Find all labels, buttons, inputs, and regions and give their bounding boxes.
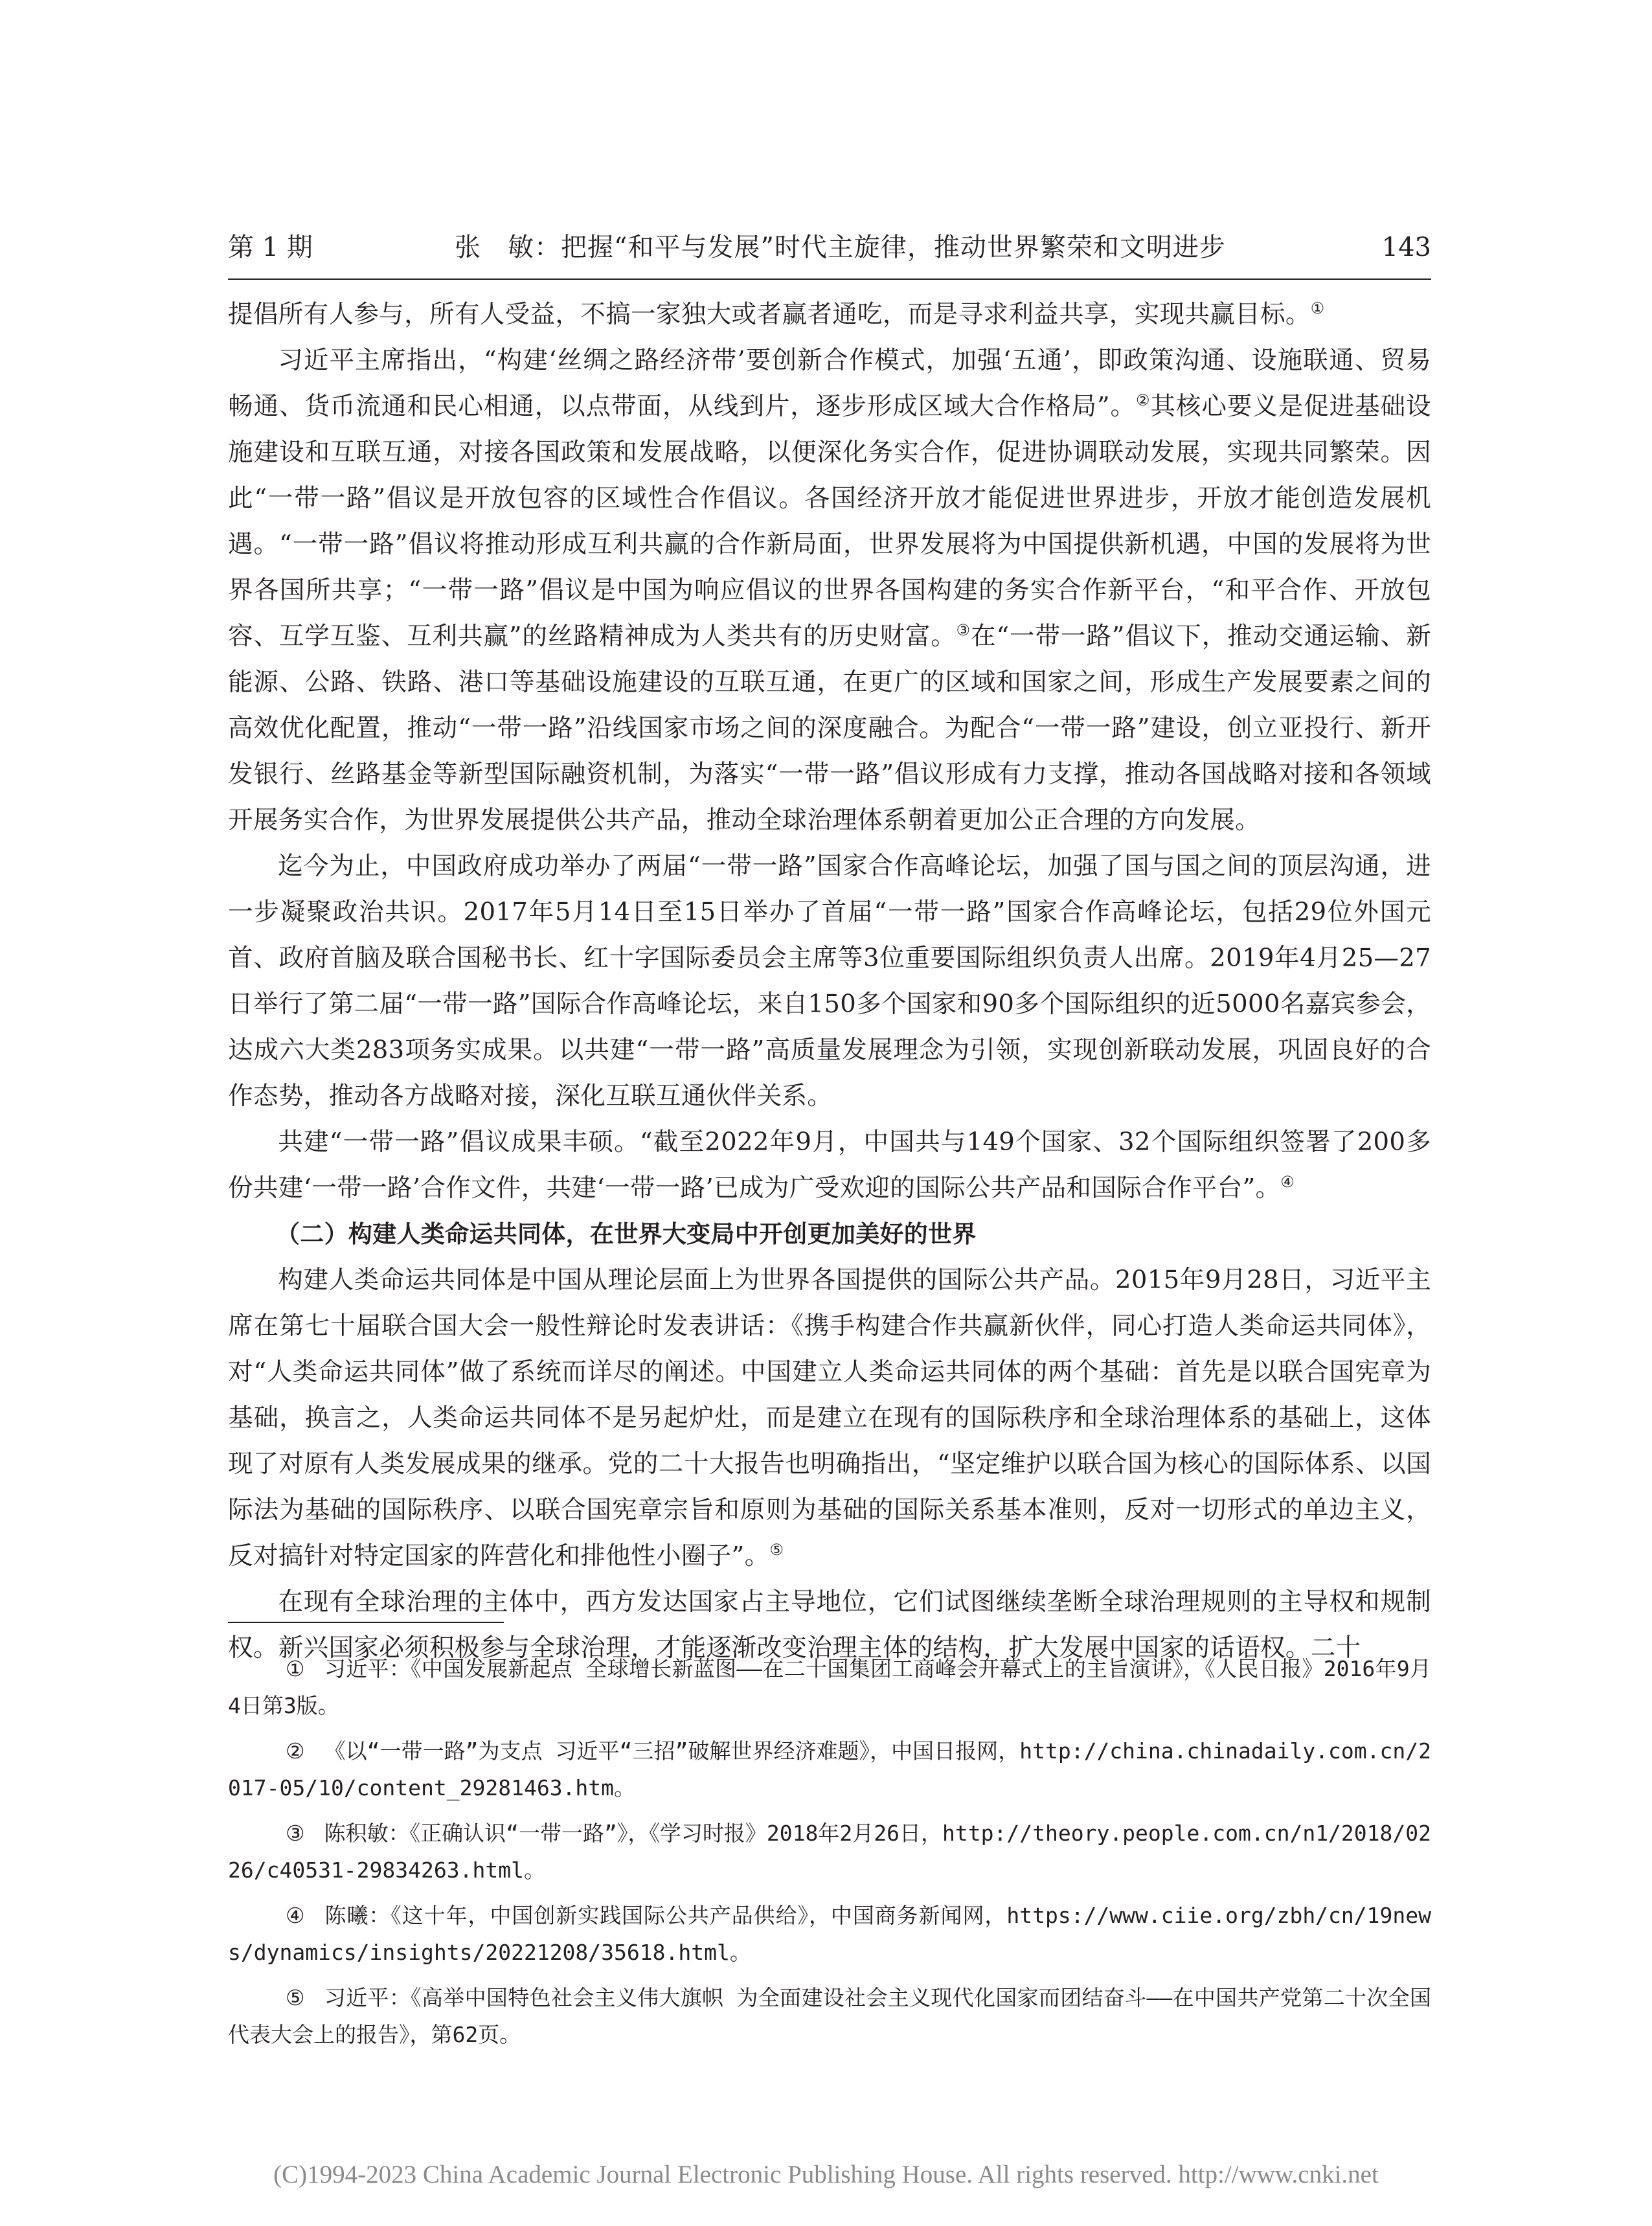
footnote-mark: ③ [286, 1821, 305, 1846]
footnote-ref[interactable]: ④ [1280, 1173, 1295, 1191]
footnote-text: 陈积敏：《正确认识“一带一路”》，《学习时报》2018年2月26日，http://theory.people.com.cn/n1/2018/0226/c40531-29834263.html。 [228, 1821, 1431, 1883]
section-subheading: （二）构建人类命运共同体，在世界大变局中开创更加美好的世界 [276, 1220, 977, 1248]
paragraph-text: 在现有全球治理的主体中，西方发达国家占主导地位，它们试图继续垄断全球治理规则的主导权和规制权。新兴国家必须积极参与全球治理，才能逐渐改变治理主体的结构，扩大发展中国家的话语权。二十 [228, 1587, 1431, 1663]
footnote-mark: ① [286, 1656, 305, 1681]
paragraph-text: 提倡所有人参与，所有人受益，不搞一家独大或者赢者通吃，而是寻求利益共享，实现共赢目标。 [228, 300, 1311, 329]
page-number: 143 [1381, 233, 1431, 262]
footnote [228, 1732, 1431, 1806]
footnote-text: 习近平：《中国发展新起点 全球增长新蓝图——在二十国集团工商峰会开幕式上的主旨演讲》，《人民日报》2016年9月4日第3版。 [228, 1656, 1431, 1718]
issue-number: 第 1 期 [228, 233, 313, 262]
running-header [228, 228, 1431, 267]
footnote [228, 1897, 1431, 1971]
footnote [228, 1979, 1431, 2053]
paragraph [228, 1257, 1431, 1579]
paragraph [228, 337, 1431, 843]
footnote [228, 1650, 1431, 1724]
paragraph-text: 习近平主席指出，“构建‘丝绸之路经济带’要创新合作模式，加强‘五通’，即政策沟通、设施联通、贸易畅通、货币流通和民心相通，以点带面，从线到片，逐步形成区域大合作格局”。 [228, 346, 1431, 421]
paragraph-text: 构建人类命运共同体是中国从理论层面上为世界各国提供的国际公共产品。2015年9月28日，习近平主席在第七十届联合国大会一般性辩论时发表讲话：《携手构建合作共赢新伙伴，同心打造人类命运共同体》，对“人类命运共同体”做了系统而详尽的阐述。中国建立人类命运共同体的两个基础：首先是以联合国宪章为基础，换言之，人类命运共同体不是另起炉灶，而是建立在现有的国际秩序和全球治理体系的基础上，这体现了对原有人类发展成果的继承。党的二十大报告也明确指出，“坚定维护以联合国为核心的国际体系、以国际法为基础的国际秩序、以联合国宪章宗旨和原则为基础的国际关系基本准则，反对一切形式的单边主义，反对搞针对特定国家的阵营化和排他性小圈子”。 [228, 1266, 1431, 1571]
paragraph [228, 1119, 1431, 1211]
footnote-ref[interactable]: ① [1310, 299, 1325, 317]
running-title: 张 敏：把握“和平与发展”时代主旋律，推动世界繁荣和文明进步 [455, 233, 1226, 262]
paragraph-text: 在“一带一路”倡议下，推动交通运输、新能源、公路、铁路、港口等基础设施建设的互联互通，在更广的区域和国家之间，形成生产发展要素之间的高效优化配置，推动“一带一路”沿线国家市场之间的深度融合。为配合“一带一路”建设，创立亚投行、新开发银行、丝路基金等新型国际融资机制，为落实“一带一路”倡议形成有力支撑，推动各国战略对接和各领域开展务实合作，为世界发展提供公共产品，推动全球治理体系朝着更加公正合理的方向发展。 [228, 622, 1431, 835]
paragraph-text: 其核心要义是促进基础设施建设和互联互通，对接各国政策和发展战略，以便深化务实合作，促进协调联动发展，实现共同繁荣。因此“一带一路”倡议是开放包容的区域性合作倡议。各国经济开放才能促进世界进步，开放才能创造发展机遇。“一带一路”倡议将推动形成互利共赢的合作新局面，世界发展将为中国提供新机遇，中国的发展将为世界各国所共享；“一带一路”倡议是中国为响应倡议的世界各国构建的务实合作新平台，“和平合作、开放包容、互学互鉴、互利共赢”的丝路精神成为人类共有的历史财富。 [228, 392, 1431, 651]
article-body [228, 291, 1431, 1671]
footnote-mark: ④ [286, 1903, 305, 1928]
paragraph [228, 843, 1431, 1119]
footnote-ref[interactable]: ⑤ [769, 1541, 784, 1559]
copyright-notice: (C)1994-2023 China Academic Journal Electronic Publishing House. All rights reserved. http://www.cnki.net [273, 2161, 1379, 2188]
header-rule [228, 278, 1431, 280]
footnote-text: 陈曦：《这十年，中国创新实践国际公共产品供给》，中国商务新闻网，https://www.ciie.org/zbh/cn/19news/dynamics/insights/20221208/35618.html。 [228, 1903, 1431, 1965]
footnotes [228, 1650, 1431, 2061]
paragraph-text: 迄今为止，中国政府成功举办了两届“一带一路”国家合作高峰论坛，加强了国与国之间的顶层沟通，进一步凝聚政治共识。2017年5月14日至15日举办了首届“一带一路”国家合作高峰论坛，包括29位外国元首、政府首脑及联合国秘书长、红十字国际委员会主席等3位重要国际组织负责人出席。2019年4月25—27日举行了第二届“一带一路”国际合作高峰论坛，来自150多个国家和90多个国际组织的近5000名嘉宾参会，达成六大类283项务实成果。以共建“一带一路”高质量发展理念为引领，实现创新联动发展，巩固良好的合作态势，推动各方战略对接，深化互联互通伙伴关系。 [228, 852, 1431, 1111]
footnote-rule [228, 1622, 504, 1623]
footnote-mark: ② [286, 1738, 305, 1764]
footnote-ref[interactable]: ③ [956, 621, 971, 639]
paragraph-text: 共建“一带一路”倡议成果丰硕。“截至2022年9月，中国共与149个国家、32个国际组织签署了200多份共建‘一带一路’合作文件，共建‘一带一路’已成为广受欢迎的国际公共产品和国际合作平台”。 [228, 1128, 1431, 1203]
footnote-mark: ⑤ [286, 1985, 305, 2010]
paragraph [228, 291, 1431, 337]
footnote-text: 《以“一带一路”为支点 习近平“三招”破解世界经济难题》，中国日报网，http://china.chinadaily.com.cn/2017-05/10/content_29281463.htm。 [228, 1738, 1431, 1800]
footnote-ref[interactable]: ② [1136, 391, 1151, 409]
footnote-text: 习近平：《高举中国特色社会主义伟大旗帜 为全面建设社会主义现代化国家而团结奋斗——在中国共产党第二十次全国代表大会上的报告》，第62页。 [228, 1985, 1431, 2047]
footnote [228, 1815, 1431, 1889]
